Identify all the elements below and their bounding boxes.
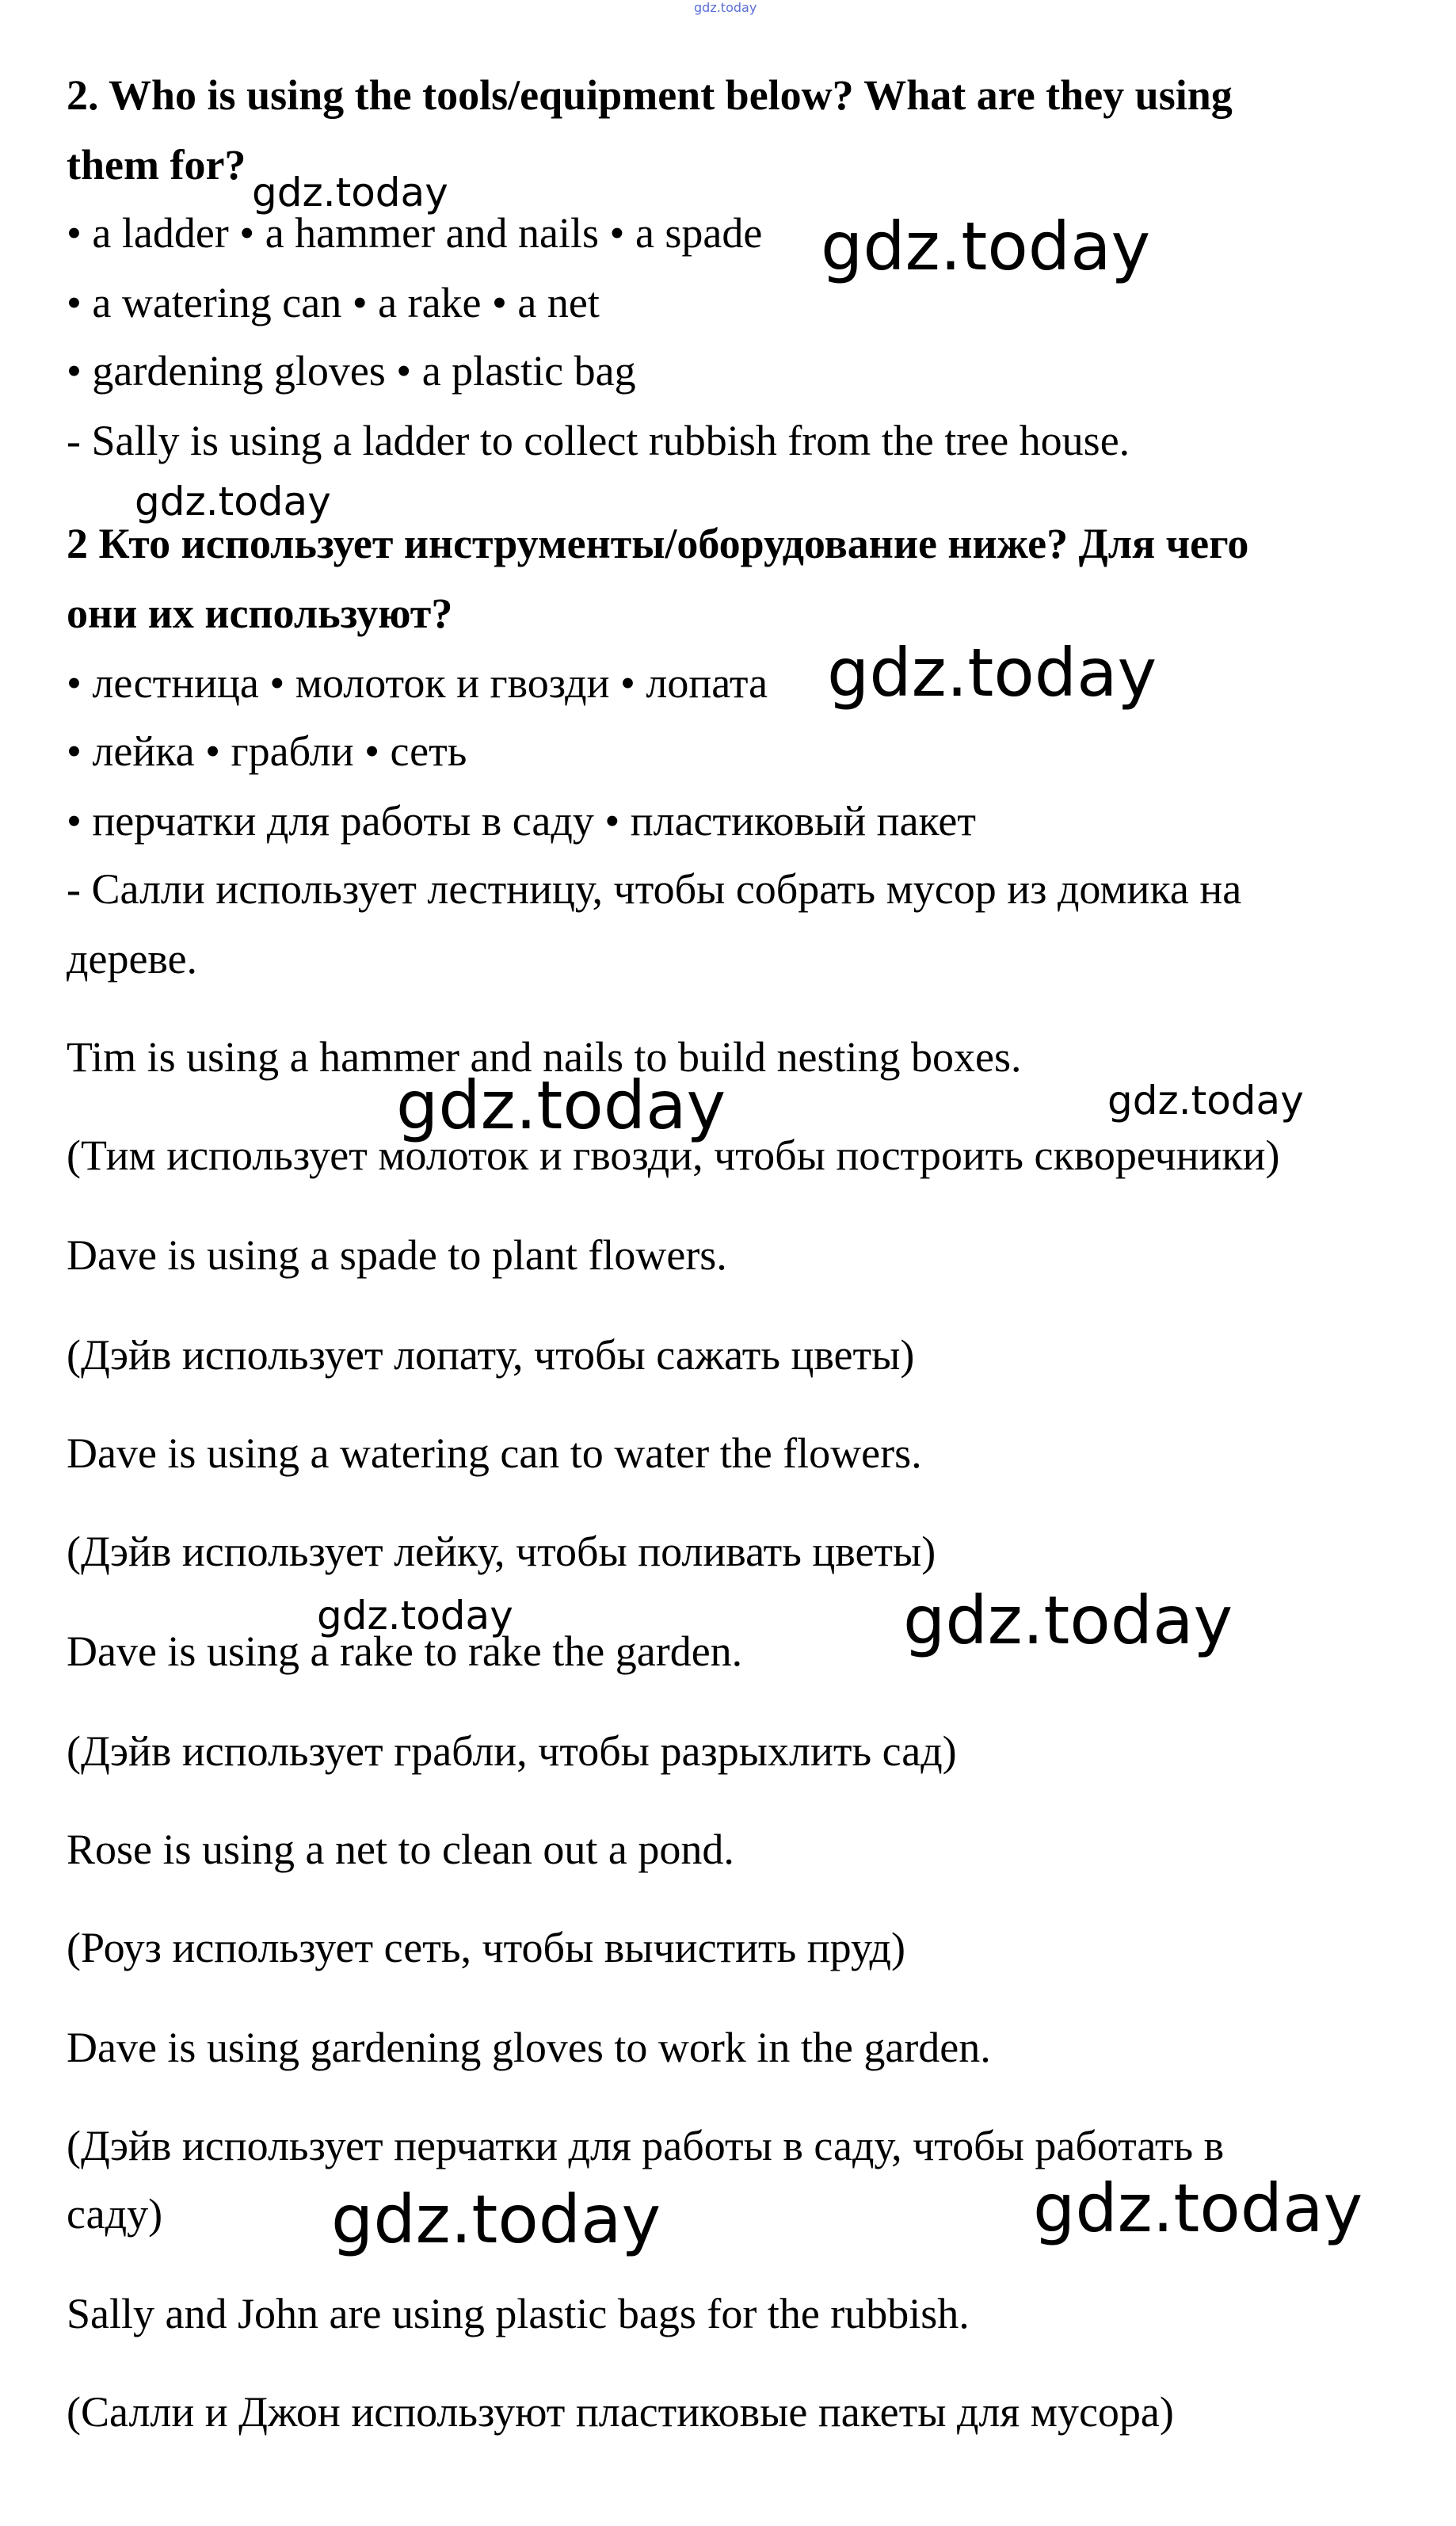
watermark: gdz.today [827, 634, 1157, 712]
watermark: gdz.today [1107, 1078, 1304, 1124]
watermark: gdz.today [317, 1593, 513, 1639]
answer-ru-line1: (Дэйв использует перчатки для работы в саду, чтобы работать в [67, 2122, 1225, 2169]
task-en-example: - Sally is using a ladder to collect rubbish from the tree house. [67, 417, 1130, 464]
answer-en: Tim is using a hammer and nails to build nesting boxes. [67, 1033, 1022, 1081]
answer-ru: (Дэйв использует грабли, чтобы разрыхлить сад) [67, 1727, 957, 1775]
watermark-top: gdz.today [694, 0, 757, 15]
answer-en: Dave is using a watering can to water the flowers. [67, 1429, 922, 1477]
task-ru-heading-line2: они их используют? [67, 590, 453, 637]
answer-ru-line2: саду) [67, 2190, 163, 2238]
watermark: gdz.today [331, 2181, 661, 2258]
task-ru-heading-line1: 2 Кто использует инструменты/оборудование ниже? Для чего [67, 520, 1249, 567]
task-ru-item: • лестница • молоток и гвозди • лопата [67, 659, 768, 707]
task-en-heading-line1: 2. Who is using the tools/equipment below? What are they using [67, 71, 1233, 119]
watermark: gdz.today [135, 479, 331, 525]
answer-en: Dave is using a rake to rake the garden. [67, 1627, 743, 1675]
task-ru-example-line1: - Салли использует лестницу, чтобы собрать мусор из домика на [67, 865, 1242, 913]
answer-en: Rose is using a net to clean out a pond. [67, 1826, 734, 1873]
task-ru-example-line2: дереве. [67, 935, 198, 983]
answer-en: Dave is using gardening gloves to work in the garden. [67, 2024, 991, 2071]
task-en-heading-line2: them for? [67, 141, 246, 189]
task-en-item: • a ladder • a hammer and nails • a spade [67, 209, 763, 257]
watermark: gdz.today [821, 208, 1151, 285]
task-en-item: • gardening gloves • a plastic bag [67, 347, 636, 395]
answer-ru: (Дэйв использует лейку, чтобы поливать цветы) [67, 1528, 936, 1575]
watermark: gdz.today [252, 170, 448, 216]
watermark: gdz.today [396, 1066, 726, 1144]
answer-ru: (Роуз использует сеть, чтобы вычистить пруд) [67, 1924, 906, 1971]
answer-en: Dave is using a spade to plant flowers. [67, 1231, 727, 1279]
task-ru-item: • перчатки для работы в саду • пластиковый пакет [67, 797, 977, 845]
answer-ru: (Салли и Джон используют пластиковые пакеты для мусора) [67, 2388, 1174, 2436]
watermark: gdz.today [1033, 2169, 1363, 2247]
task-ru-item: • лейка • грабли • сеть [67, 727, 467, 775]
answer-en: Sally and John are using plastic bags for the rubbish. [67, 2290, 970, 2337]
task-en-item: • a watering can • a rake • a net [67, 279, 600, 326]
answer-ru: (Дэйв использует лопату, чтобы сажать цветы) [67, 1331, 915, 1379]
answer-ru: (Тим использует молоток и гвозди, чтобы построить скворечники) [67, 1131, 1280, 1179]
watermark: gdz.today [903, 1582, 1233, 1659]
